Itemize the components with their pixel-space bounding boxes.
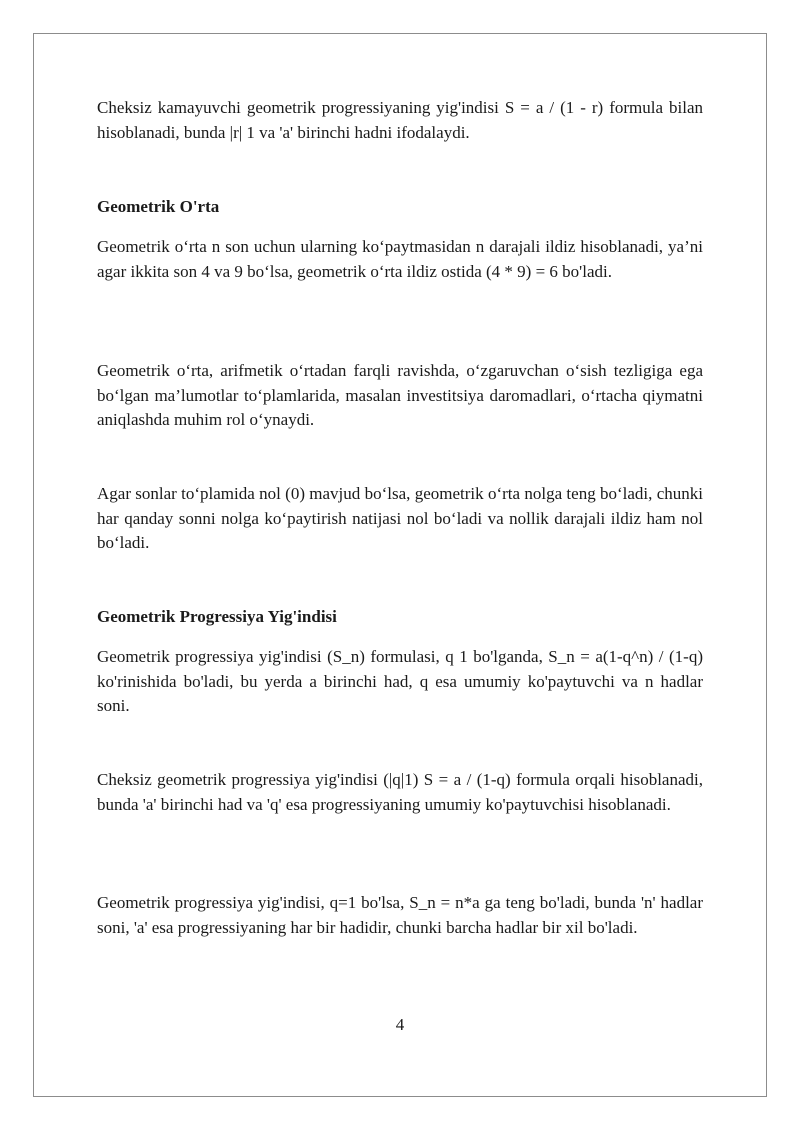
paragraph-geometric-mean-usage: Geometrik o‘rta, arifmetik o‘rtadan farqli ravishda, o‘zgaruvchan o‘sish tezligiga ega bo‘lgan ma’lumotlar to‘plamlarida, masalan investitsiya daromadlari, o‘rtacha qiymatni aniqlashda muhim rol o‘ynaydi. [97,361,703,429]
paragraph-finite-series-formula: Geometrik progressiya yig'indisi (S_n) formulasi, q 1 bo'lganda, S_n = a(1-q^n) / (1-q) ko'rinishida bo'ladi, bu yerda a birinchi had, q esa umumiy ko'paytuvchi va n hadlar soni. [97,647,703,715]
heading-geometric-series-sum: Geometrik Progressiya Yig'indisi [97,607,337,626]
paragraph-series-q-equals-one: Geometrik progressiya yig'indisi, q=1 bo'lsa, S_n = n*a ga teng bo'ladi, bunda 'n' hadlar soni, 'a' esa progressiyaning har bir hadidir, chunki barcha hadlar bir xil bo'ladi. [97,893,703,937]
paragraph-geometric-mean-zero: Agar sonlar to‘plamida nol (0) mavjud bo‘lsa, geometrik o‘rta nolga teng bo‘ladi, chunki har qanday sonni nolga ko‘paytirish natijasi nol bo‘ladi va nollik darajali ildiz ham nol bo‘ladi. [97,484,703,552]
paragraph-infinite-series-formula: Cheksiz geometrik progressiya yig'indisi (|q|1) S = a / (1-q) formula orqali hisoblanadi, bunda 'a' birinchi had va 'q' esa progressiyaning umumiy ko'paytuvchisi hisoblanadi. [97,770,703,814]
paragraph-geometric-mean-definition: Geometrik o‘rta n son uchun ularning ko‘paytmasidan n darajali ildiz hisoblanadi, ya’ni agar ikkita son 4 va 9 bo‘lsa, geometrik o‘rta ildiz ostida (4 * 9) = 6 bo'ladi. [97,237,703,281]
heading-geometric-mean: Geometrik O'rta [97,197,220,216]
page-number: 4 [395,1015,405,1034]
paragraph-infinite-series-sum: Cheksiz kamayuvchi geometrik progressiyaning yig'indisi S = a / (1 - r) formula bilan hisoblanadi, bunda |r| 1 va 'a' birinchi hadni ifodalaydi. [97,98,703,142]
